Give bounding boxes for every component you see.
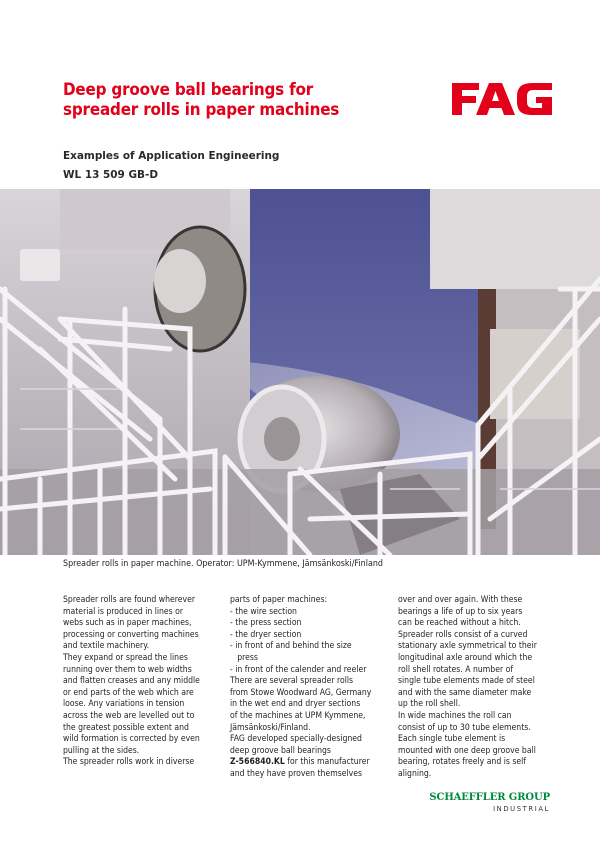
part-number: Z-566840.KL (230, 757, 285, 768)
text-line: pulling at the sides. (63, 745, 140, 756)
text-line: material is produced in lines or (63, 606, 184, 617)
body-column-1 (63, 595, 238, 769)
text-line: up the roll shell. (398, 699, 461, 710)
text-line: wild formation is corrected by even (63, 734, 200, 745)
document-title (63, 80, 394, 120)
text-line: longitudinal axle around which the (398, 652, 533, 663)
text-line: or end parts of the web which are (63, 687, 194, 698)
subtitle: Examples of Application Engineering (63, 149, 280, 162)
text-line: can be reached without a hitch. (398, 618, 521, 629)
text-line: and they have proven themselves (230, 768, 363, 779)
text-line: consist of up to 30 tube elements. (398, 722, 531, 733)
text-line: from Stowe Woodward AG, Germany (230, 687, 372, 698)
text-line: stationary axle symmetrical to their (398, 641, 537, 652)
fag-logo-icon (452, 83, 552, 115)
photo-caption: Spreader rolls in paper machine. Operator: UPM-Kymmene, Jämsänkoski/Finland (63, 559, 383, 569)
part-number-line (230, 757, 388, 769)
text-line: mounted with one deep groove ball (398, 745, 536, 756)
text-line: The spreader rolls work in diverse (63, 757, 195, 768)
text-line: aligning. (398, 768, 432, 779)
text-line: webs such as in paper machines, (63, 618, 192, 629)
text-line: They expand or spread the lines (63, 652, 188, 663)
title-line-2: spreader rolls in paper machines (63, 100, 340, 119)
text-line: Spreader rolls are found wherever (63, 595, 196, 605)
list-item: - the press section (230, 618, 302, 629)
text-line: and flatten creases and any middle (63, 676, 200, 687)
text-line: running over them to web widths (63, 664, 192, 675)
text-line: of the machines at UPM Kymmene, (230, 710, 366, 721)
text-line: single tube elements made of steel (398, 676, 535, 687)
schaeffler-group-logo (420, 791, 550, 813)
text-line: over and over again. With these (398, 595, 523, 605)
part-number-suffix: for this manufacturer (284, 757, 370, 768)
body-column-2 (230, 595, 405, 781)
text-line: bearings a life of up to six years (398, 606, 523, 617)
title-line-1: Deep groove ball bearings for (63, 80, 314, 99)
text-line: In wide machines the roll can (398, 710, 512, 721)
body-column-3 (398, 595, 573, 781)
text-line: roll shell rotates. A number of (398, 664, 514, 675)
paper-machine-photo (0, 189, 600, 555)
list-item: - in front of the calender and reeler (230, 664, 367, 675)
subtitle-block (63, 146, 279, 184)
text-line: processing or converting machines (63, 629, 199, 640)
text-line: parts of paper machines: (230, 595, 328, 605)
text-line: and textile machinery. (63, 641, 150, 652)
list-item-continuation: press (237, 652, 258, 663)
text-line: There are several spreader rolls (230, 676, 354, 687)
division-name: INDUSTRIAL (493, 805, 550, 813)
text-line: across the web are levelled out to (63, 710, 195, 721)
text-line: FAG developed specially-designed (230, 734, 362, 745)
text-line: Spreader rolls consist of a curved (398, 629, 528, 640)
list-item: - in front of and behind the size (230, 641, 352, 652)
list-item: - the wire section (230, 606, 297, 617)
text-line: bearing, rotates freely and is self (398, 757, 527, 768)
text-line: Each single tube element is (398, 734, 506, 745)
group-name: SCHAEFFLER GROUP (429, 791, 550, 803)
publication-number: WL 13 509 GB-D (63, 168, 159, 181)
text-line: deep groove ball bearings (230, 745, 331, 756)
text-line: Jämsänkoski/Finland. (230, 722, 311, 733)
text-line: and with the same diameter make (398, 687, 532, 698)
text-line: loose. Any variations in tension (63, 699, 185, 710)
text-line: in the wet end and dryer sections (230, 699, 361, 710)
text-line: the greatest possible extent and (63, 722, 189, 733)
list-item: - the dryer section (230, 629, 302, 640)
